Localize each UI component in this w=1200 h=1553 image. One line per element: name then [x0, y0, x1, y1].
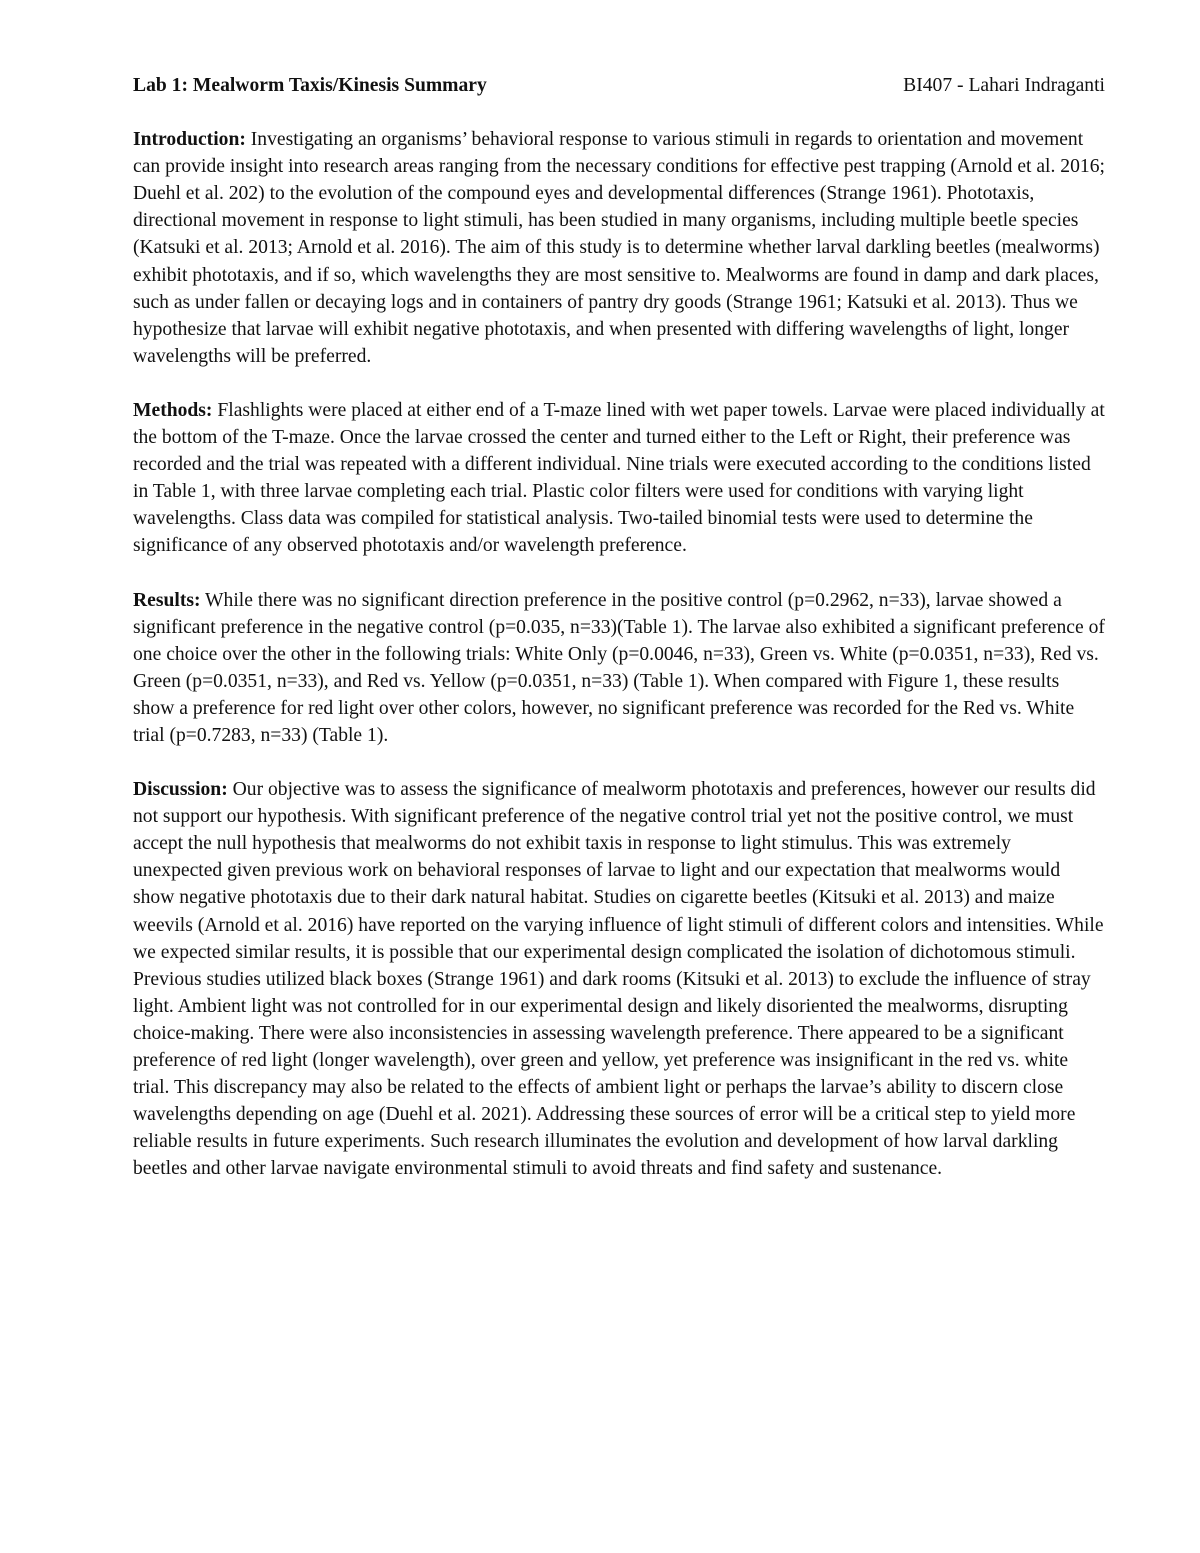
introduction-text: Investigating an organisms’ behavioral response to various stimuli in regards to orientation and movement can provide insight into research areas ranging from the necessary conditions for effective pest trapping (Arnold et al. 2016; Duehl et al. 202) to the evolution of the compound eyes and developmental differences (Strange 1961). Phototaxis, directional movement in response to light stimuli, has been studied in many organisms, including multiple beetle species (Katsuki et al. 2013; Arnold et al. 2016). The aim of this study is to determine whether larval darkling beetles (mealworms) exhibit phototaxis, and if so, which wavelengths they are most sensitive to. Mealworms are found in damp and dark places, such as under fallen or decaying logs and in containers of pantry dry goods (Strange 1961; Katsuki et al. 2013). Thus we hypothesize that larvae will exhibit negative phototaxis, and when presented with differing wavelengths of light, longer wavelengths will be preferred.	[133, 129, 1105, 367]
discussion-section	[133, 776, 1105, 1182]
introduction-label: Introduction:	[133, 129, 246, 151]
document-header	[133, 72, 1105, 99]
results-section	[133, 587, 1105, 750]
introduction-section	[133, 126, 1105, 370]
course-author: BI407 - Lahari Indraganti	[903, 75, 1105, 96]
document-page	[133, 72, 1105, 1209]
discussion-text: Our objective was to assess the significance of mealworm phototaxis and preferences, however our results did not support our hypothesis. With significant preference of the negative control trial yet not the positive control, we must accept the null hypothesis that mealworms do not exhibit taxis in response to light stimulus. This was extremely unexpected given previous work on behavioral responses of larvae to light and our expectation that mealworms would show negative phototaxis due to their dark natural habitat. Studies on cigarette beetles (Kitsuki et al. 2013) and maize weevils (Arnold et al. 2016) have reported on the varying influence of light stimuli of different colors and intensities. While we expected similar results, it is possible that our experimental design complicated the isolation of dichotomous stimuli. Previous studies utilized black boxes (Strange 1961) and dark rooms (Kitsuki et al. 2013) to exclude the influence of stray light. Ambient light was not controlled for in our experimental design and likely disoriented the mealworms, disrupting choice-making. There were also inconsistencies in assessing wavelength preference. There appeared to be a significant preference of red light (longer wavelength), over green and yellow, yet preference was insignificant in the red vs. white trial. This discrepancy may also be related to the effects of ambient light or perhaps the larvae’s ability to discern close wavelengths depending on age (Duehl et al. 2021). Addressing these sources of error will be a critical step to yield more reliable results in future experiments. Such research illuminates the evolution and development of how larval darkling beetles and other larvae navigate environmental stimuli to avoid threats and find safety and sustenance.	[133, 779, 1104, 1180]
methods-label: Methods:	[133, 399, 213, 421]
discussion-label: Discussion:	[133, 779, 228, 801]
methods-text: Flashlights were placed at either end of a T-maze lined with wet paper towels. Larvae were placed individually at the bottom of the T-maze. Once the larvae crossed the center and turned either to the Left or Right, their preference was recorded and the trial was repeated with a different individual. Nine trials were executed according to the conditions listed in Table 1, with three larvae completing each trial. Plastic color filters were used for conditions with varying light wavelengths. Class data was compiled for statistical analysis. Two-tailed binomial tests were used to determine the significance of any observed phototaxis and/or wavelength preference.	[133, 399, 1105, 557]
methods-section	[133, 397, 1105, 560]
results-label: Results:	[133, 589, 201, 611]
results-text: While there was no significant direction preference in the positive control (p=0.2962, n=33), larvae showed a significant preference in the negative control (p=0.035, n=33)(Table 1). The larvae also exhibited a significant preference of one choice over the other in the following trials: White Only (p=0.0046, n=33), Green vs. White (p=0.0351, n=33), Red vs. Green (p=0.0351, n=33), and Red vs. Yellow (p=0.0351, n=33) (Table 1). When compared with Figure 1, these results show a preference for red light over other colors, however, no significant preference was recorded for the Red vs. White trial (p=0.7283, n=33) (Table 1).	[133, 589, 1105, 746]
document-title: Lab 1: Mealworm Taxis/Kinesis Summary	[133, 75, 487, 96]
